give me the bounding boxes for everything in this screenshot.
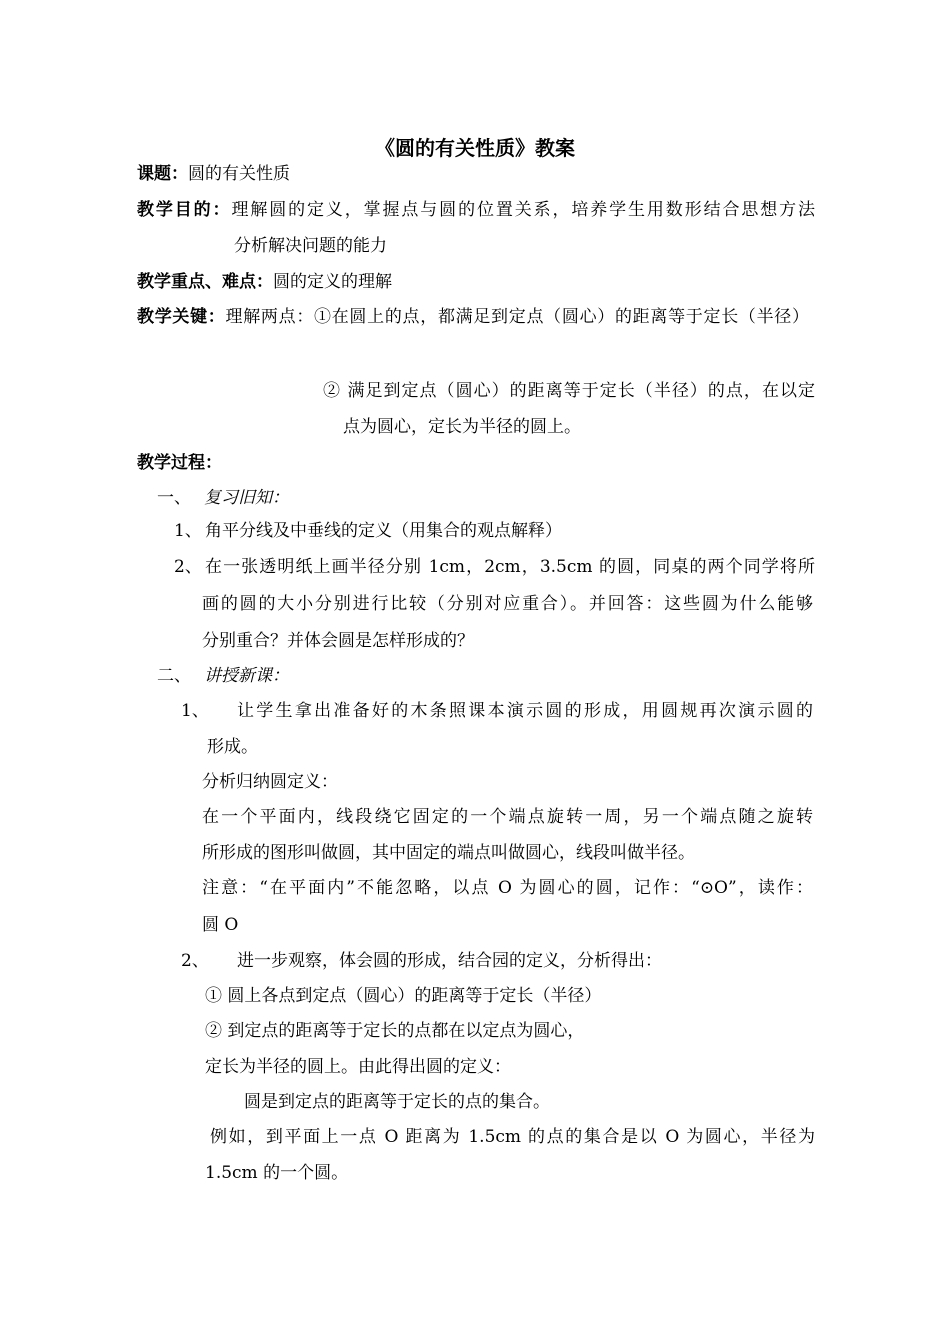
section1-heading: 复习旧知： bbox=[204, 488, 289, 508]
objective-text-1: 理解圆的定义，掌握点与圆的位置关系，培养学生用数形结合思想方法 bbox=[231, 200, 816, 220]
s2-item1-line2: 形成。 bbox=[207, 737, 258, 757]
objective-line bbox=[137, 199, 815, 221]
key-text-1: 理解两点：①在圆上的点，都满足到定点（圆心）的距离等于定长（半径） bbox=[225, 307, 810, 327]
key-text-3: 点为圆心，定长为半径的圆上。 bbox=[343, 417, 581, 437]
section2-number: 二、 bbox=[157, 666, 191, 686]
section2-heading: 讲授新课： bbox=[204, 666, 289, 686]
s2-item2-point1: ① 圆上各点到定点（圆心）的距离等于定长（半径） bbox=[205, 986, 602, 1006]
s1-item2-line1: 在一张透明纸上画半径分别 1cm，2cm，3.5cm 的圆，同桌的两个同学将所 bbox=[205, 557, 815, 577]
key-points-text: 圆的定义的理解 bbox=[273, 272, 392, 292]
s1-item2-number: 2、 bbox=[174, 557, 202, 577]
s2-item1-line1: 让学生拿出准备好的木条照课本演示圆的形成，用圆规再次演示圆的 bbox=[237, 701, 813, 721]
s2-item1-number: 1、 bbox=[181, 701, 209, 721]
key-points-line bbox=[137, 271, 392, 293]
s2-item1-analysis: 分析归纳圆定义： bbox=[202, 772, 338, 792]
s1-item1-number: 1、 bbox=[174, 521, 202, 541]
s1-item2-line2: 画的圆的大小分别进行比较（分别对应重合）。并回答：这些圆为什么能够 bbox=[202, 594, 813, 614]
s2-item2-example1: 例如，到平面上一点 O 距离为 1.5cm 的点的集合是以 O 为圆心，半径为 bbox=[210, 1127, 815, 1147]
document-title: 《圆的有关性质》教案 bbox=[375, 136, 575, 160]
s2-item1-def1: 在一个平面内，线段绕它固定的一个端点旋转一周，另一个端点随之旋转 bbox=[202, 807, 813, 827]
key-points-label: 教学重点、难点： bbox=[137, 272, 273, 292]
s2-item1-note2: 圆 O bbox=[202, 915, 239, 935]
s1-item2-line3: 分别重合？并体会圆是怎样形成的？ bbox=[202, 631, 474, 651]
s2-item2-example2: 1.5cm 的一个圆。 bbox=[205, 1163, 349, 1183]
key-text-2: ② 满足到定点（圆心）的距离等于定长（半径）的点，在以定 bbox=[323, 381, 815, 401]
s2-item2-point3: 定长为半径的圆上。由此得出圆的定义： bbox=[205, 1057, 511, 1077]
topic-text: 圆的有关性质 bbox=[188, 164, 290, 184]
objective-label: 教学目的： bbox=[137, 200, 232, 220]
s2-item2-line1: 进一步观察，体会圆的形成，结合园的定义，分析得出： bbox=[237, 951, 662, 971]
s2-item2-number: 2、 bbox=[181, 951, 209, 971]
s2-item1-def2: 所形成的图形叫做圆，其中固定的端点叫做圆心，线段叫做半径。 bbox=[202, 843, 695, 863]
s2-item2-point2: ② 到定点的距离等于定长的点都在以定点为圆心， bbox=[205, 1021, 585, 1041]
key-line bbox=[137, 306, 809, 328]
s2-item1-note1: 注意：“在平面内”不能忽略，以点 O 为圆心的圆，记作：“⊙O”，读作： bbox=[202, 878, 813, 898]
objective-text-2: 分析解决问题的能力 bbox=[234, 236, 387, 256]
s1-item1-text: 角平分线及中垂线的定义（用集合的观点解释） bbox=[205, 521, 562, 541]
process-label: 教学过程： bbox=[137, 453, 222, 473]
key-label: 教学关键： bbox=[137, 307, 226, 327]
section1-number: 一、 bbox=[157, 488, 191, 508]
topic-label: 课题： bbox=[137, 164, 188, 184]
topic-line bbox=[137, 163, 290, 185]
s2-item2-definition: 圆是到定点的距离等于定长的点的集合。 bbox=[244, 1092, 550, 1112]
